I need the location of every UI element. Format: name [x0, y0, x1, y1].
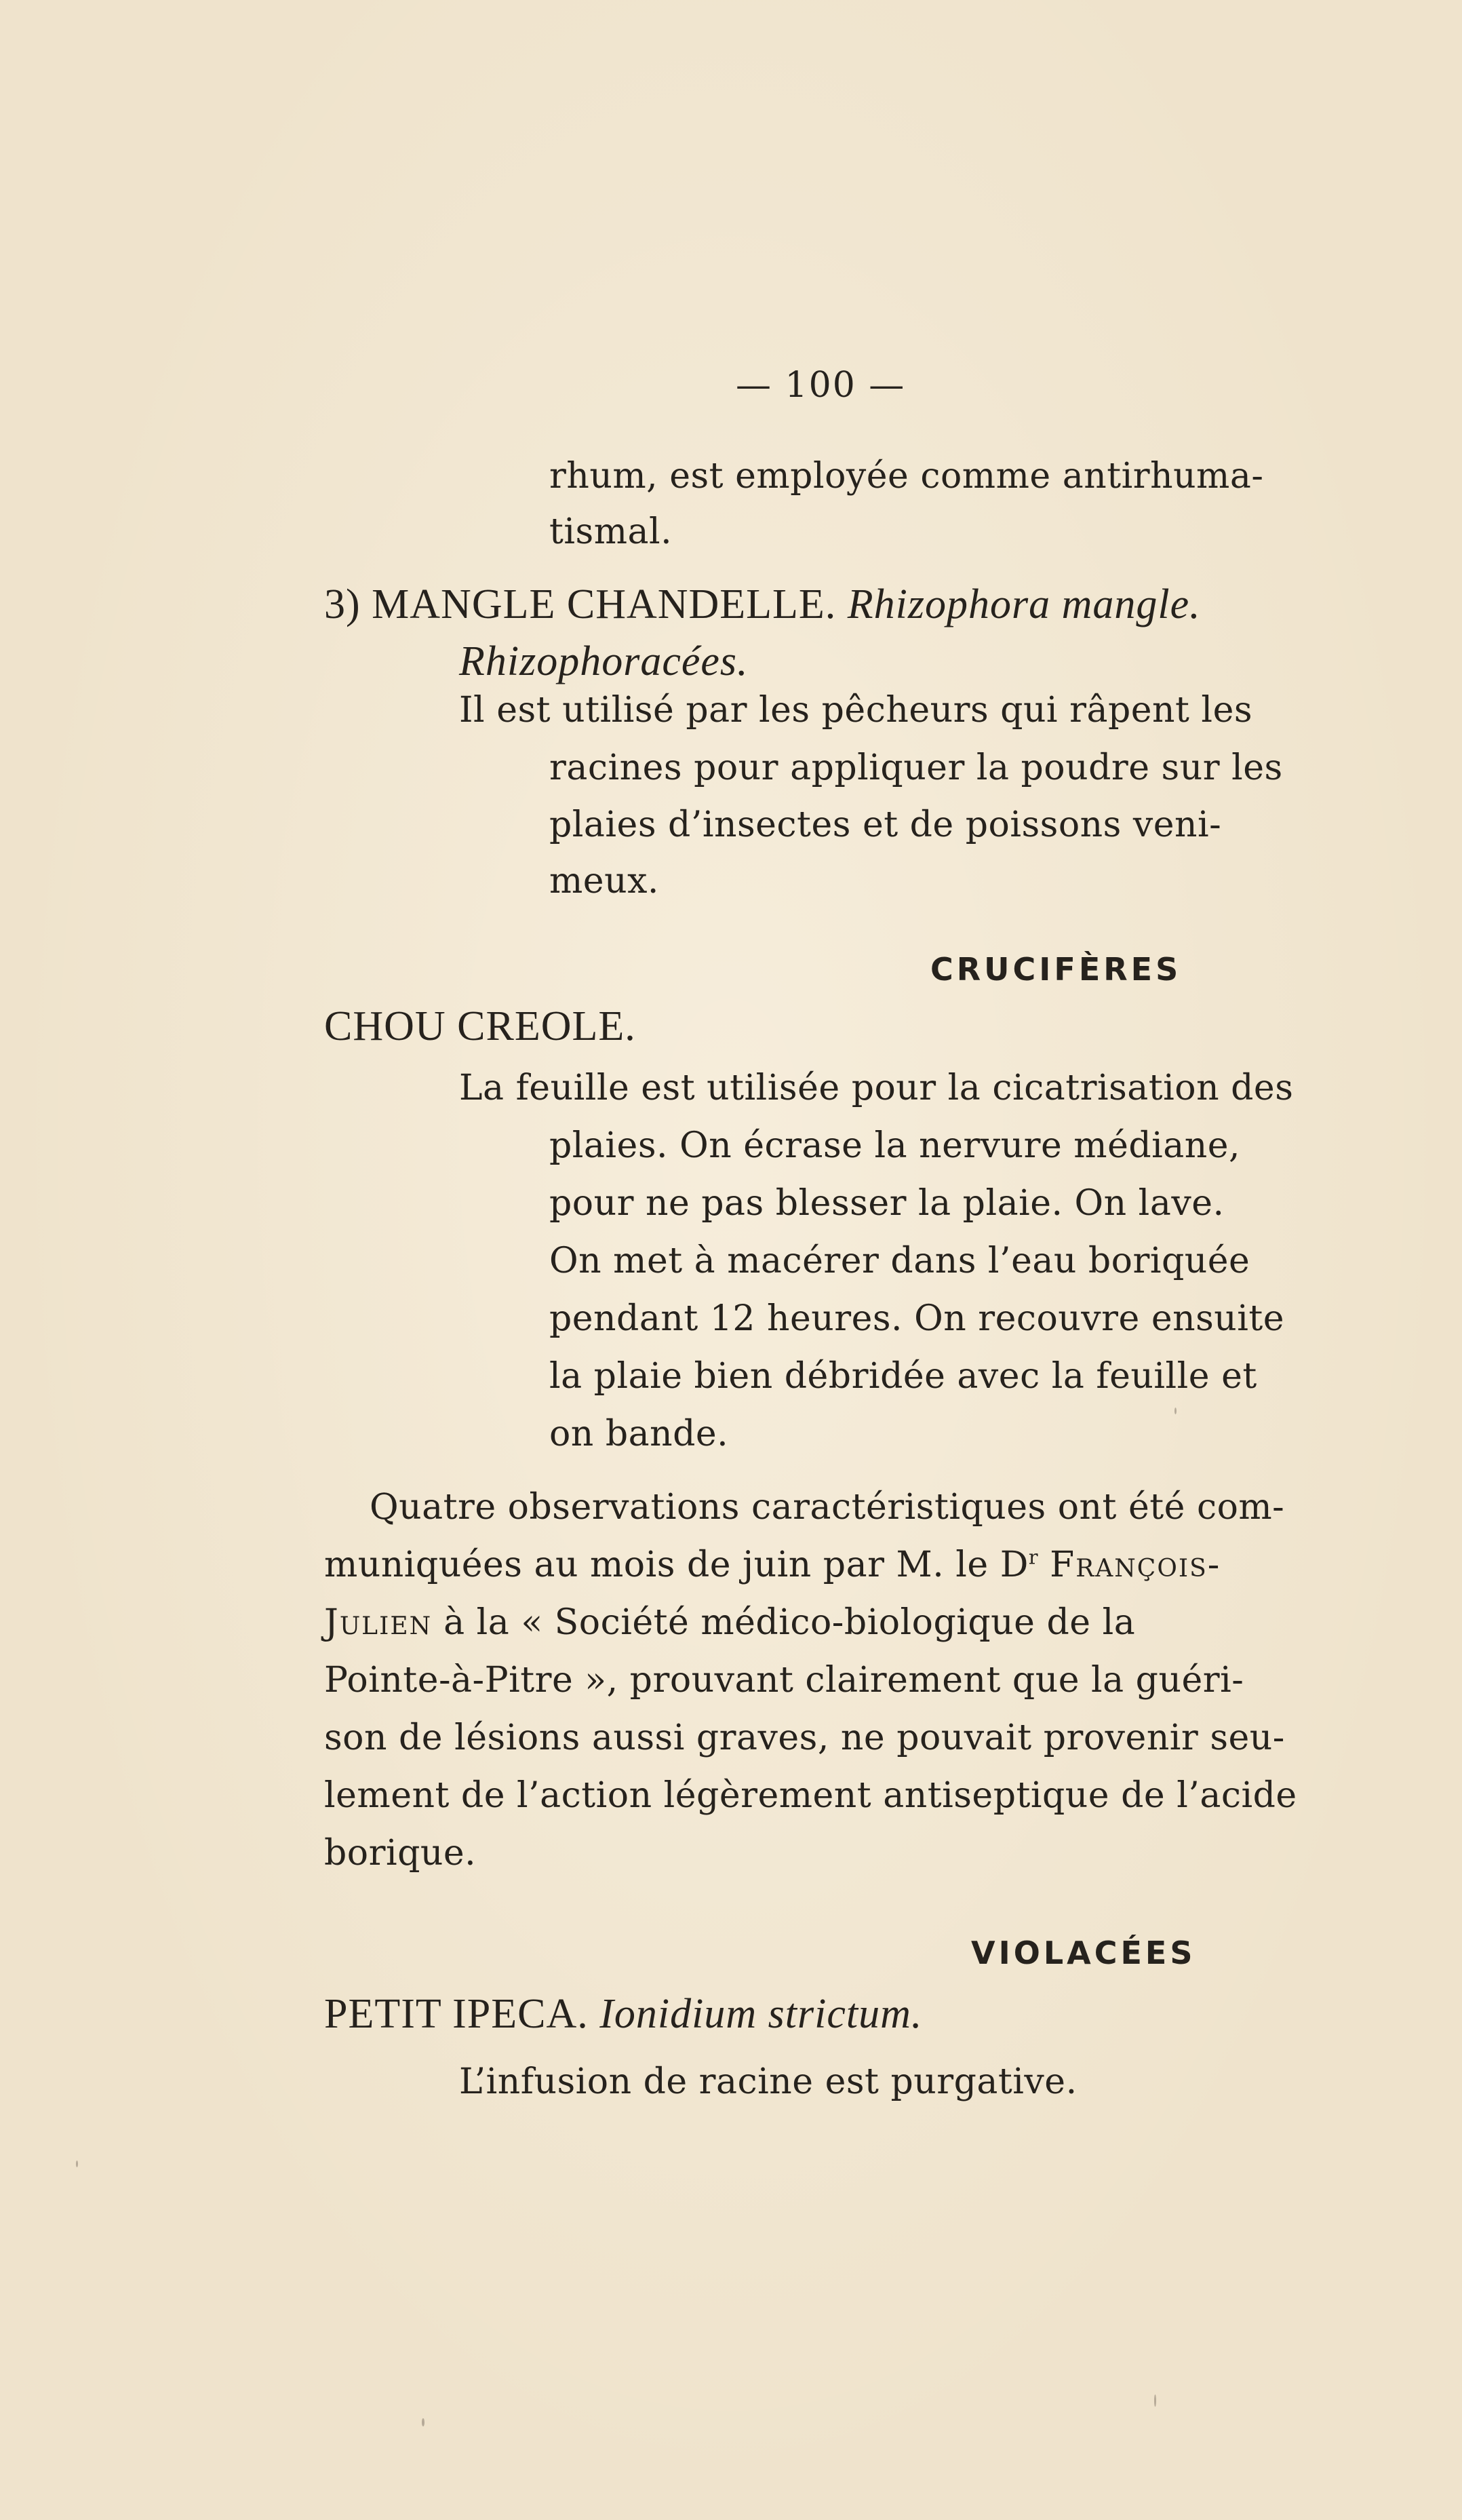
- author-name: François-: [1050, 1545, 1221, 1585]
- mangle-entry-title: [324, 581, 1201, 629]
- observations-line: Quatre observations caractéristiques ont été com-: [370, 1487, 1285, 1528]
- mangle-text-line: meux.: [549, 861, 659, 902]
- doctor-superscript: r: [1028, 1545, 1039, 1569]
- observations-text: à la « Société médico-biologique de la: [443, 1602, 1136, 1643]
- chou-text-line: pendant 12 heures. On recouvre ensuite: [549, 1298, 1285, 1339]
- observations-line: Pointe-à-Pitre », prouvant clairement que la guéri-: [324, 1660, 1244, 1701]
- mangle-text-line: racines pour appliquer la poudre sur les: [549, 748, 1283, 788]
- chou-text-line: la plaie bien débridée avec la feuille et: [549, 1356, 1257, 1397]
- entry-name: PETIT IPECA.: [324, 1991, 589, 2037]
- scan-speck: [1154, 2395, 1156, 2407]
- mangle-text-line: Il est utilisé par les pêcheurs qui râpent les: [459, 690, 1253, 731]
- author-name: Julien: [324, 1602, 433, 1643]
- continuation-line: rhum, est employée comme antirhuma-: [549, 456, 1264, 497]
- observations-line: borique.: [324, 1833, 477, 1874]
- chou-text-line: plaies. On écrase la nervure médiane,: [549, 1125, 1241, 1166]
- scan-speck: [76, 2160, 78, 2167]
- chou-text-line: on bande.: [549, 1414, 729, 1454]
- petit-ipeca-text-line: L’infusion de racine est purgative.: [459, 2061, 1078, 2102]
- scan-speck: [422, 2418, 424, 2426]
- section-heading-cruciferes: CRUCIFÈRES: [930, 951, 1182, 988]
- entry-name: MANGLE CHANDELLE.: [372, 581, 837, 627]
- latin-name: Rhizophora mangle.: [847, 581, 1201, 627]
- continuation-line: tismal.: [549, 511, 673, 552]
- observations-text: muniquées au mois de juin par M. le D: [324, 1545, 1029, 1585]
- entry-number: 3): [324, 581, 361, 627]
- latin-name: Ionidium strictum.: [599, 1991, 923, 2037]
- mangle-text-line: plaies d’insectes et de poissons veni-: [549, 805, 1222, 845]
- chou-text-line: pour ne pas blesser la plaie. On lave.: [549, 1183, 1225, 1224]
- page-number: — 100 —: [736, 365, 906, 406]
- petit-ipeca-entry-title: [324, 1990, 922, 2038]
- plant-family: Rhizophoracées.: [459, 638, 749, 684]
- chou-entry-title: CHOU CREOLE.: [324, 1003, 636, 1049]
- chou-text-line: La feuille est utilisée pour la cicatrisation des: [459, 1068, 1294, 1108]
- observations-line: [324, 1602, 1136, 1643]
- section-heading-violacees: VIOLACÉES: [971, 1935, 1196, 1971]
- chou-text-line: On met à macérer dans l’eau boriquée: [549, 1241, 1250, 1281]
- observations-line: lement de l’action légèrement antiseptique de l’acide: [324, 1775, 1297, 1816]
- scan-speck: [1174, 1408, 1177, 1414]
- observations-line: son de lésions aussi graves, ne pouvait provenir seu-: [324, 1718, 1285, 1758]
- observations-line: [324, 1547, 1221, 1583]
